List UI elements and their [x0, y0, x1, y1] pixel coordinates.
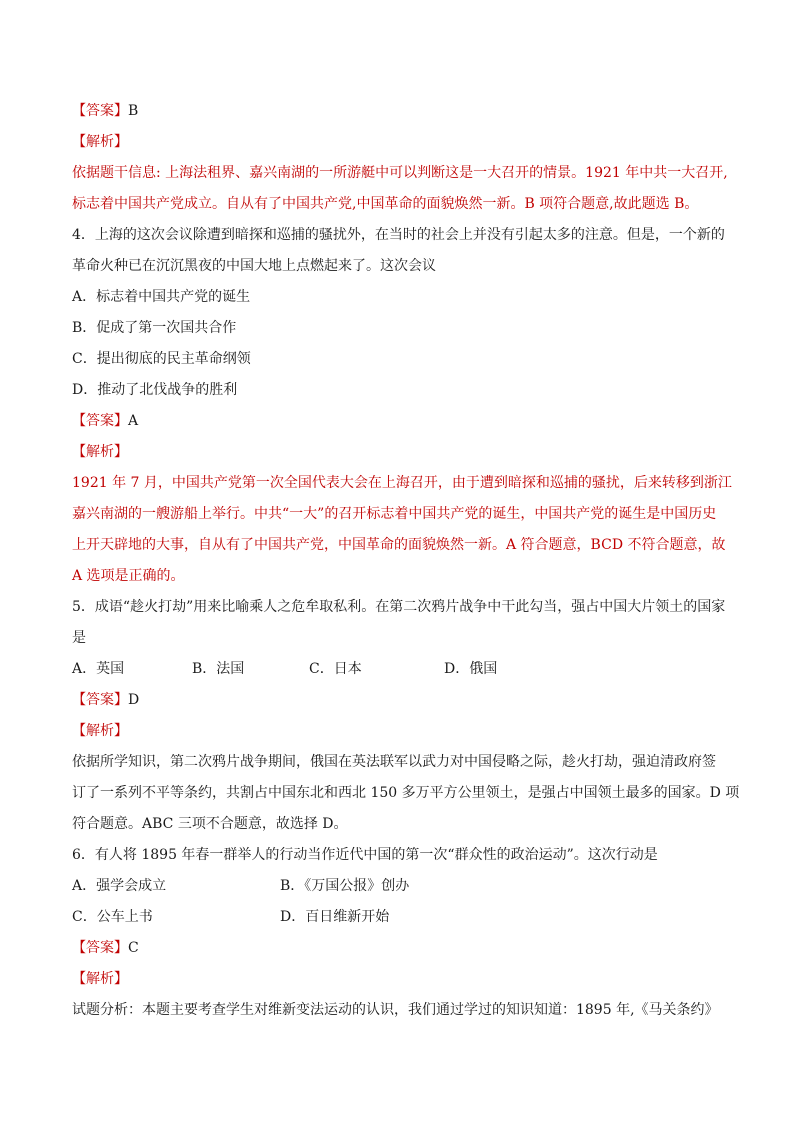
analysis-text: 订了一系列不平等条约，共割占中国东北和西北 150 多万平方公里领土，是强占中国领土最多的国家。D 项 [72, 785, 740, 801]
answer-tag: 【答案】 [72, 940, 128, 956]
option-c: C．日本 [309, 661, 362, 677]
analysis-text: 标志着中国共产党成立。自从有了中国共产党,中国革命的面貌焕然一新。B 项符合题意,故此题选 B。 [72, 196, 699, 212]
question-stem: 5．成语“趁火打劫”用来比喻乘人之危牟取私利。在第二次鸦片战争中干此勾当，强占中国大片领土的国家 [72, 599, 726, 615]
analysis-tag: 【解析】 [72, 444, 128, 460]
option-c: C．提出彻底的民主革命纲领 [72, 351, 251, 367]
question-stem: 6．有人将 1895 年春一群举人的行动当作近代中国的第一次“群众性的政治运动”。这次行动是 [72, 847, 658, 863]
analysis-text: 1921 年 7 月，中国共产党第一次全国代表大会在上海召开，由于遭到暗探和巡捕的骚扰，后来转移到浙江 [72, 475, 732, 491]
analysis-text: A 选项是正确的。 [72, 568, 185, 584]
option-d: D．推动了北伐战争的胜利 [72, 382, 238, 398]
analysis-tag-line-q4 [72, 437, 722, 468]
option-d: D．百日维新开始 [280, 909, 390, 925]
analysis-text: 符合题意。ABC 三项不合题意，故选择 D。 [72, 816, 348, 832]
analysis-tag: 【解析】 [72, 971, 128, 987]
analysis-tag: 【解析】 [72, 134, 128, 150]
answer-value: D [128, 692, 140, 708]
answer-tag: 【答案】 [72, 692, 128, 708]
options-row [72, 654, 722, 685]
answer-value: C [128, 940, 139, 956]
answer-value: B [128, 103, 139, 119]
analysis-text: 试题分析：本题主要考查学生对维新变法运动的认识，我们通过学过的知识知道：1895 年,《马关条约》 [72, 1002, 719, 1018]
question-stem: 是 [72, 630, 86, 646]
analysis-text: 上开天辟地的大事，自从有了中国共产党，中国革命的面貌焕然一新。A 符合题意，BCD 不符合题意，故 [72, 537, 726, 553]
option-c: C．公车上书 [72, 909, 153, 925]
analysis-tag-line-q5 [72, 716, 722, 747]
answer-tag: 【答案】 [72, 103, 128, 119]
option-a: A．强学会成立 [72, 878, 167, 894]
analysis-text: 依据所学知识，第二次鸦片战争期间，俄国在英法联军以武力对中国侵略之际，趁火打劫，强迫清政府签 [72, 754, 716, 770]
options-row [72, 871, 722, 902]
option-a: A．标志着中国共产党的诞生 [72, 289, 251, 305]
question-stem: 4．上海的这次会议除遭到暗探和巡捕的骚扰外，在当时的社会上并没有引起太多的注意。但是，一个新的 [72, 227, 725, 243]
option-b: B．《万国公报》创办 [280, 878, 410, 894]
options-row [72, 902, 722, 933]
analysis-tag-line-q3 [72, 127, 722, 158]
option-b: B．法国 [192, 661, 245, 677]
analysis-text: 依据题干信息: 上海法租界、嘉兴南湖的一所游艇中可以判断这是一大召开的情景。1921 年中共一大召开, [72, 165, 728, 181]
document-page [72, 96, 740, 1026]
answer-line-q3 [72, 96, 722, 127]
analysis-text: 嘉兴南湖的一艘游船上举行。中共“一大”的召开标志着中国共产党的诞生，中国共产党的诞生是中国历史 [72, 506, 717, 522]
answer-tag: 【答案】 [72, 413, 128, 429]
answer-line-q5 [72, 685, 722, 716]
answer-line-q6 [72, 933, 722, 964]
option-b: B．促成了第一次国共合作 [72, 320, 237, 336]
analysis-tag-line-q6 [72, 964, 722, 995]
answer-line-q4 [72, 406, 722, 437]
question-stem: 革命火种已在沉沉黑夜的中国大地上点燃起来了。这次会议 [72, 258, 436, 274]
analysis-tag: 【解析】 [72, 723, 128, 739]
answer-value: A [128, 413, 139, 429]
option-a: A．英国 [72, 661, 125, 677]
option-d: D．俄国 [444, 661, 498, 677]
